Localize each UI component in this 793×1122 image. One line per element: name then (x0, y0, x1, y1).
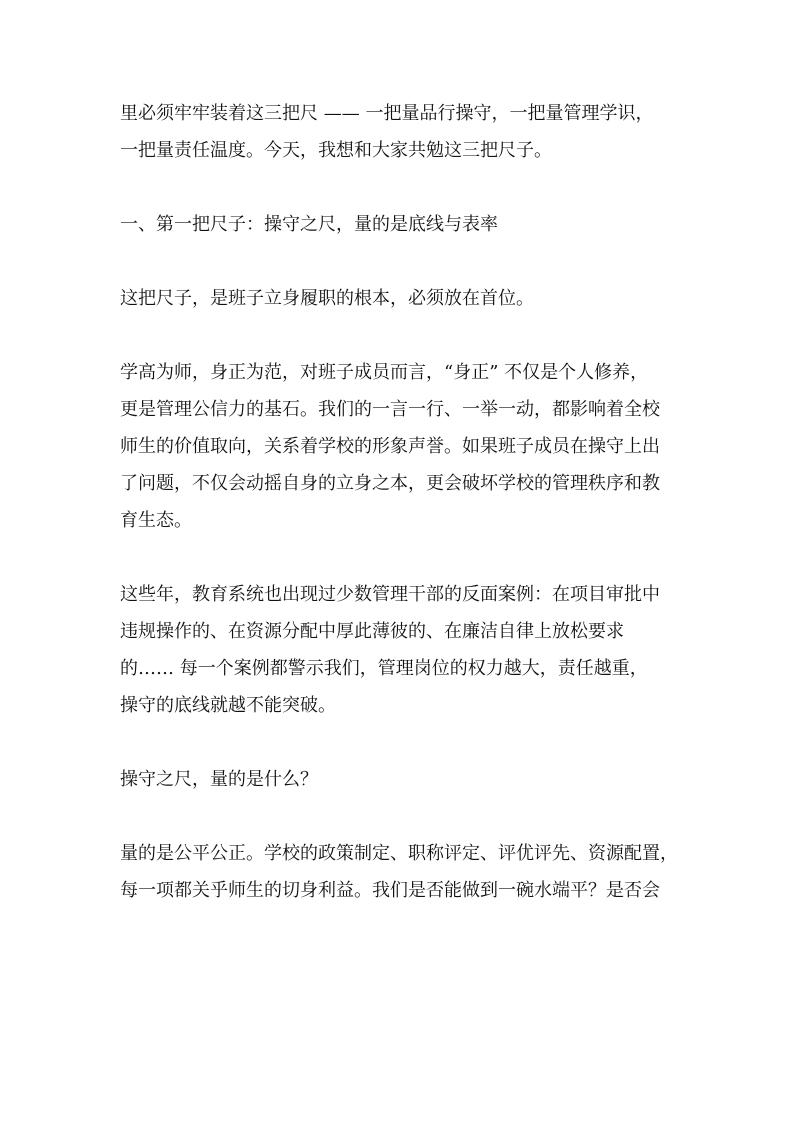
text-line: 操守的底线就越不能突破。 (120, 695, 336, 716)
text-line: 师生的价值取向，关系着学校的形象声誉。如果班子成员在操守上出 (120, 436, 660, 457)
text-line: 量的是公平公正。学校的政策制定、职称评定、评优评先、资源配置， (120, 843, 678, 864)
text-line: 的…… 每一个案例都警示我们，管理岗位的权力越大，责任越重， (120, 658, 648, 679)
text-line: 一、第一把尺子：操守之尺，量的是底线与表率 (120, 214, 498, 235)
text-line: 了问题，不仅会动摇自身的立身之本，更会破坏学校的管理秩序和教 (120, 473, 660, 494)
text-line: 育生态。 (120, 510, 192, 531)
text-line: 每一项都关乎师生的切身利益。我们是否能做到一碗水端平？是否会 (120, 880, 660, 901)
paragraph-intro (120, 95, 680, 169)
text-line: 违规操作的、在资源分配中厚此薄彼的、在廉洁自律上放松要求 (120, 621, 624, 642)
text-line: 学高为师，身正为范，对班子成员而言，“身正” 不仅是个人修养， (120, 362, 649, 383)
text-line: 更是管理公信力的基石。我们的一言一行、一举一动，都影响着全校 (120, 399, 660, 420)
section-heading (120, 206, 680, 243)
paragraph (120, 354, 680, 539)
text-line: 这些年，教育系统也出现过少数管理干部的反面案例：在项目审批中 (120, 584, 660, 605)
paragraph-question (120, 761, 680, 798)
text-line: 里必须牢牢装着这三把尺 —— 一把量品行操守，一把量管理学识， (120, 103, 654, 124)
text-line: 这把尺子，是班子立身履职的根本，必须放在首位。 (120, 288, 534, 309)
paragraph (120, 835, 680, 909)
text-line: 操守之尺，量的是什么？ (120, 769, 318, 790)
text-line: 一把量责任温度。今天，我想和大家共勉这三把尺子。 (120, 140, 552, 161)
paragraph (120, 280, 680, 317)
paragraph (120, 576, 680, 724)
document-body (120, 95, 680, 909)
